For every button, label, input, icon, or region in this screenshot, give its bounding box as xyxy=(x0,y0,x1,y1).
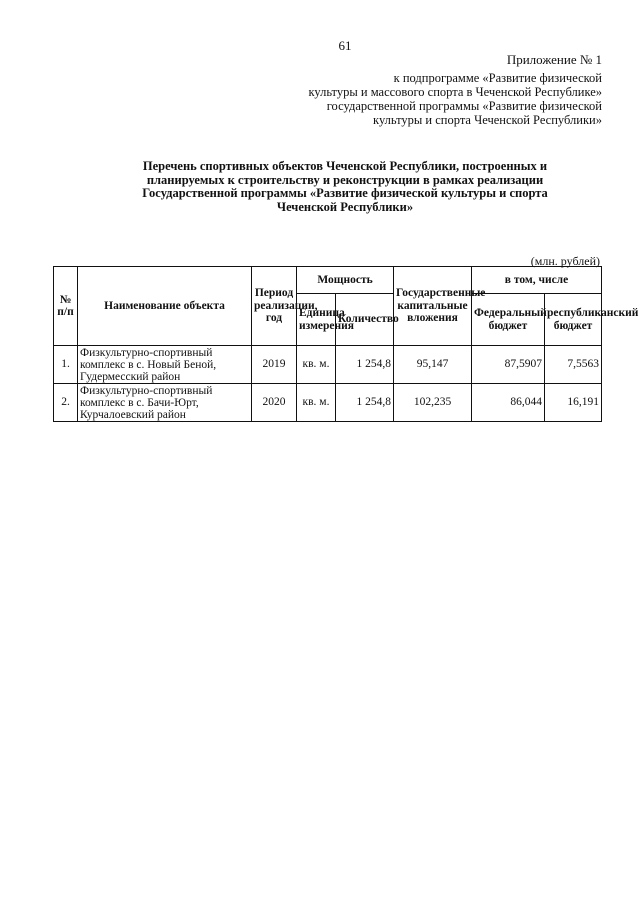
header-investment: Государственные капитальные вложения xyxy=(394,267,472,346)
sport-objects-table xyxy=(53,266,639,422)
page-number: 61 xyxy=(338,38,352,53)
appendix-subtitle xyxy=(309,71,603,127)
header-quantity: Количество xyxy=(336,294,394,346)
document-title-line: планируемых к строительству и реконструкции в рамках реализации xyxy=(146,172,544,187)
cell-quantity: 1 254,8 xyxy=(336,346,394,384)
appendix-subtitle-line: к подпрограмме «Развитие физической xyxy=(393,71,602,85)
cell-republic: 16,191 xyxy=(545,384,602,422)
cell-period: 2019 xyxy=(252,346,297,384)
cell-unit: кв. м. xyxy=(297,384,336,422)
cell-unit: кв. м. xyxy=(297,346,336,384)
document-title-line: Чеченской Республики» xyxy=(276,199,414,214)
header-republic: республиканский бюджет xyxy=(545,294,602,346)
cell-num: 1. xyxy=(54,346,78,384)
cell-investment: 95,147 xyxy=(394,346,472,384)
appendix-subtitle-line: культуры и массового спорта в Чеченской Республике» xyxy=(308,85,602,99)
cell-federal: 87,5907 xyxy=(472,346,545,384)
cell-republic: 7,5563 xyxy=(545,346,602,384)
header-capacity: Мощность xyxy=(297,267,394,294)
table-row xyxy=(54,346,602,384)
header-name: Наименование объекта xyxy=(78,267,252,346)
header-including: в том, числе xyxy=(472,267,602,294)
cell-period: 2020 xyxy=(252,384,297,422)
appendix-title: Приложение № 1 xyxy=(506,52,602,67)
cell-num: 2. xyxy=(54,384,78,422)
cell-federal: 86,044 xyxy=(472,384,545,422)
header-period: Период реализации, год xyxy=(252,267,297,346)
cell-investment: 102,235 xyxy=(394,384,472,422)
document-title xyxy=(110,160,580,214)
appendix-subtitle-line: культуры и спорта Чеченской Республики» xyxy=(373,113,602,127)
cell-name: Физкультурно-спортивный комплекс в с. Бачи-Юрт, Курчалоевский район xyxy=(78,384,252,422)
table-row xyxy=(54,384,602,422)
table-header-row xyxy=(54,267,602,294)
header-unit: Единица измерения xyxy=(297,294,336,346)
units-label: (млн. рублей) xyxy=(530,254,600,268)
cell-quantity: 1 254,8 xyxy=(336,384,394,422)
document-title-line: Перечень спортивных объектов Чеченской Республики, построенных и xyxy=(142,159,548,173)
appendix-subtitle-line: государственной программы «Развитие физической xyxy=(326,99,602,113)
header-federal: Федеральный бюджет xyxy=(472,294,545,346)
header-num: № п/п xyxy=(54,267,78,346)
document-title-line: Государственной программы «Развитие физической культуры и спорта xyxy=(142,186,548,200)
cell-name: Физкультурно-спортивный комплекс в с. Новый Беной, Гудермесский район xyxy=(78,346,252,384)
